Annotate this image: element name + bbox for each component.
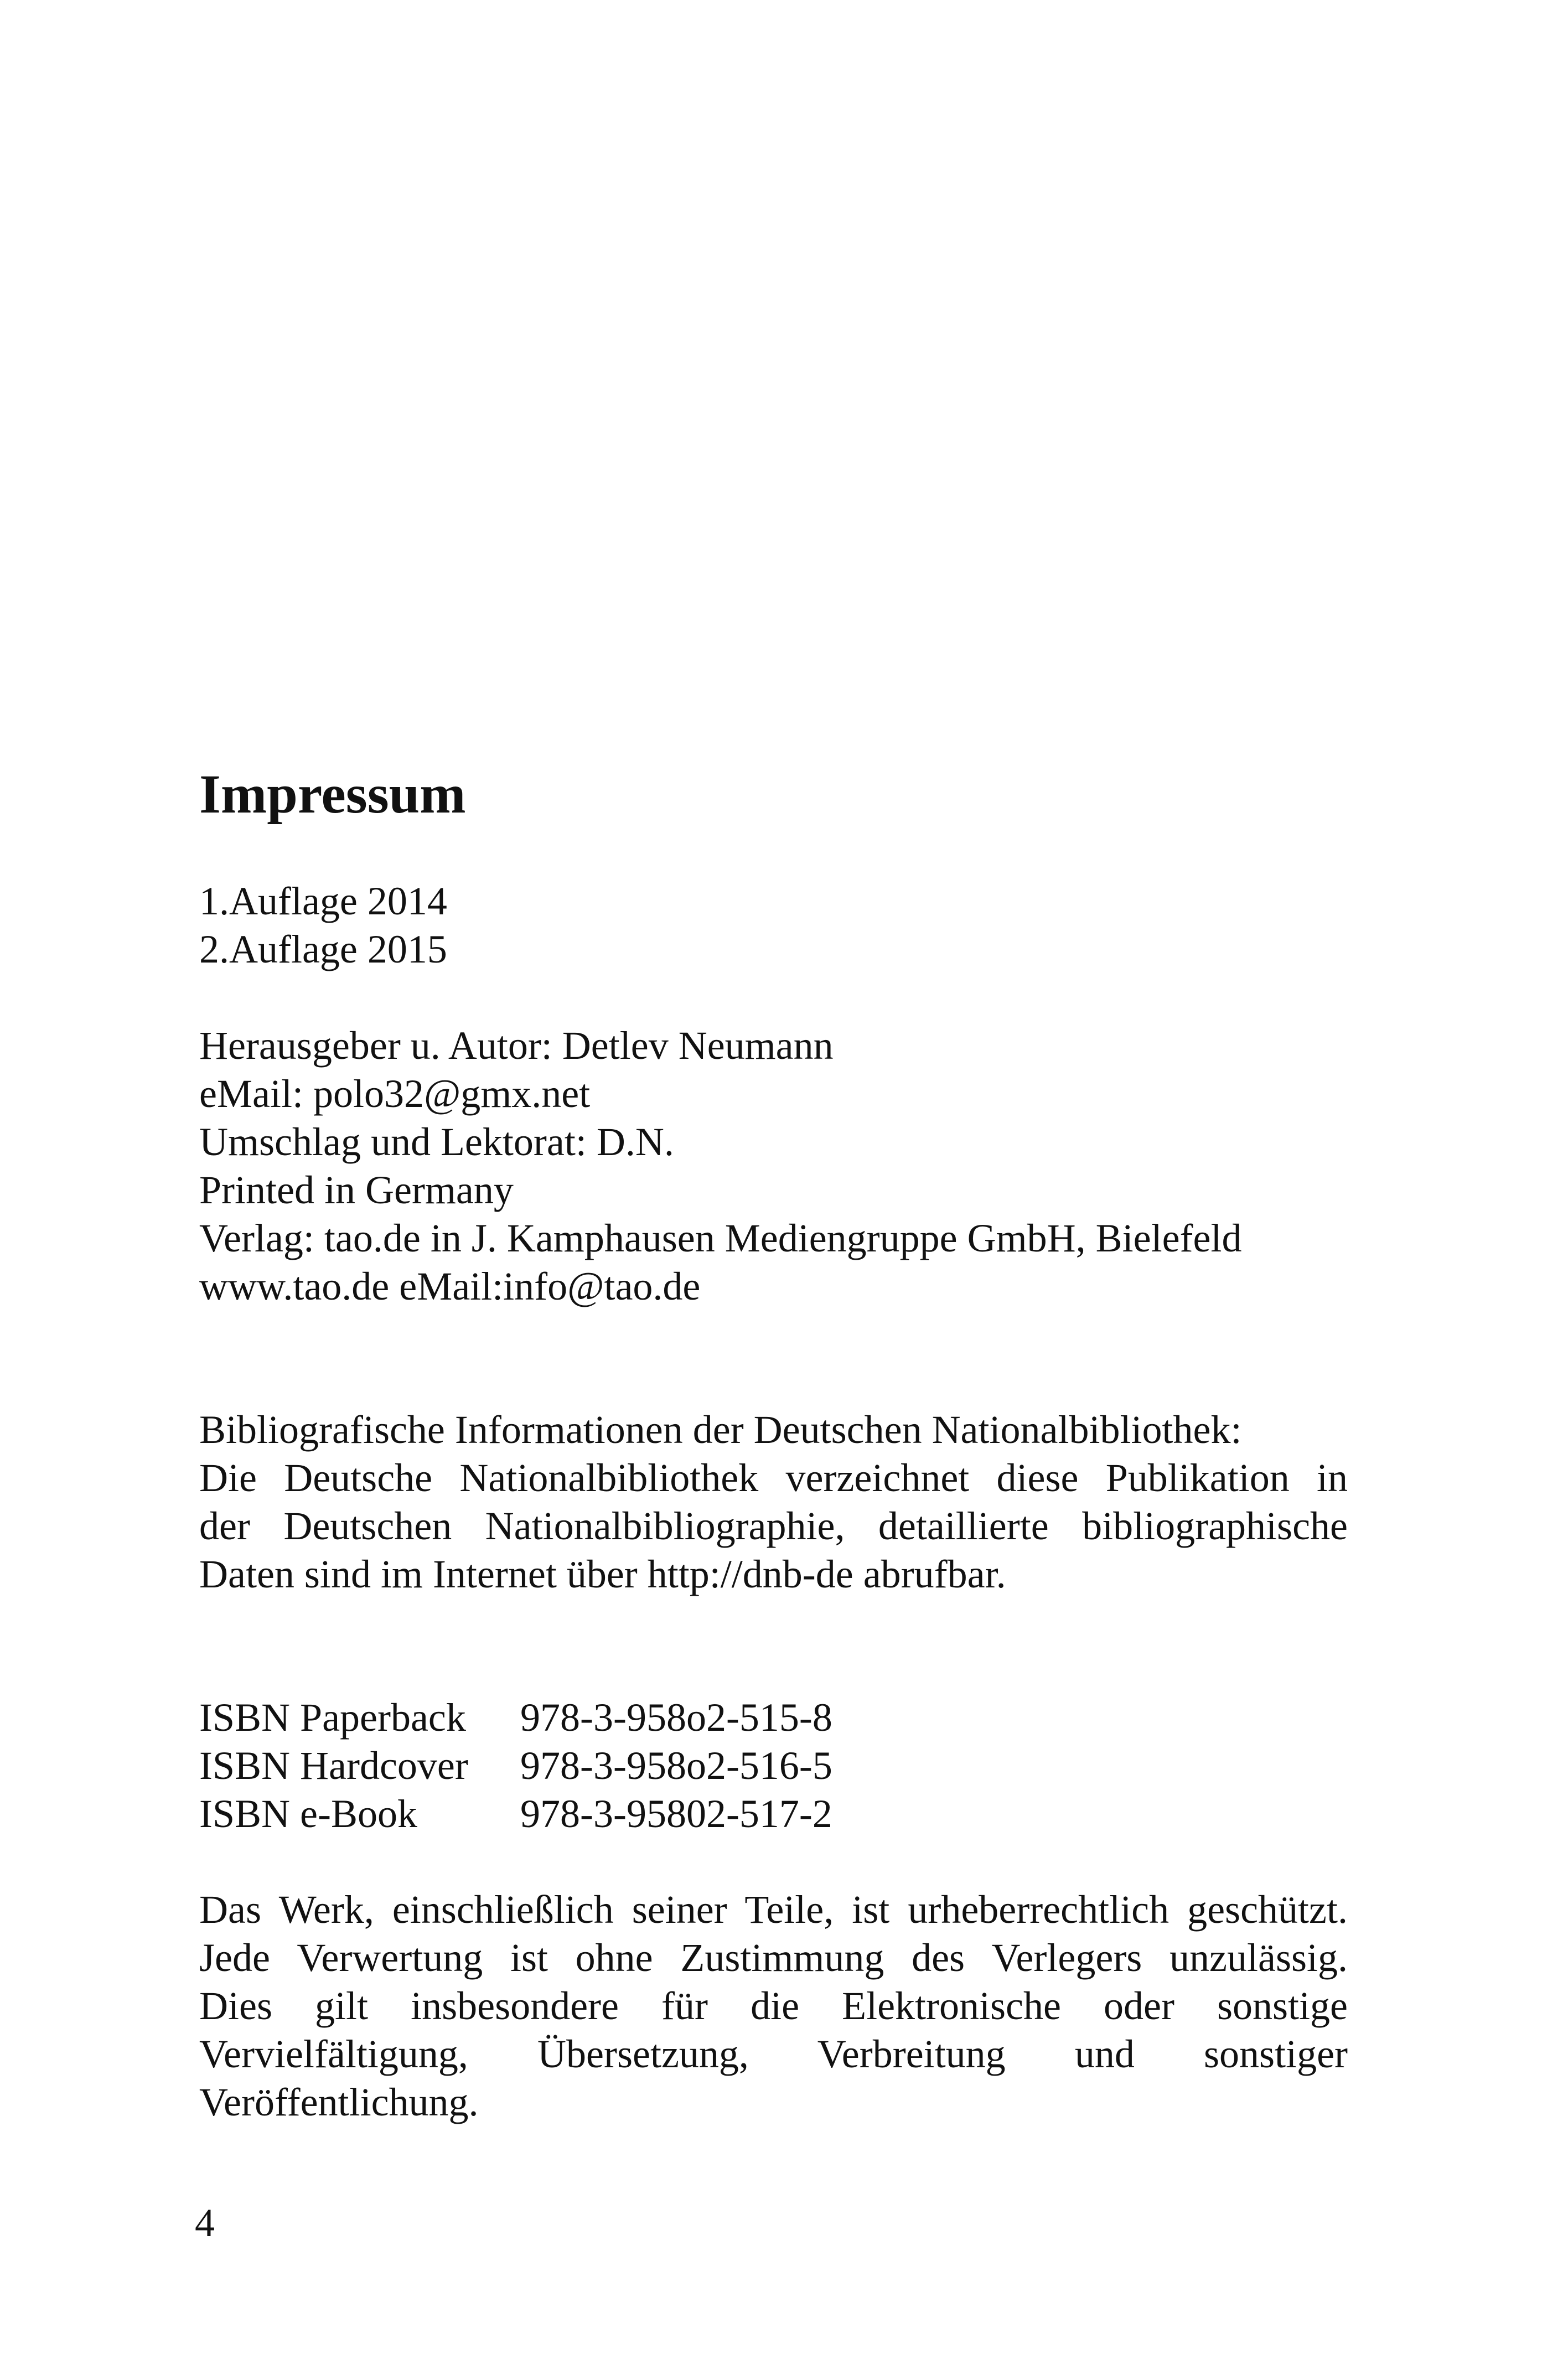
author-email-line: eMail: polo32@gmx.net [199, 1072, 591, 1116]
copyright-line: Das Werk, einschließlich seiner Teile, ist urheberrechtlich geschützt. [199, 1887, 1348, 1932]
edition-line: 2.Auflage 2015 [199, 927, 447, 971]
isbn-label: ISBN Paperback [199, 1695, 466, 1740]
copyright-line: Veröffentlichung. [199, 2080, 479, 2124]
isbn-row [199, 1694, 1348, 1742]
isbn-row [199, 1790, 1348, 1838]
impressum-section [199, 763, 1348, 2127]
biblio-text-line: Die Deutsche Nationalbibliothek verzeichnet diese Publikation in [199, 1456, 1348, 1500]
cover-editing-line: Umschlag und Lektorat: D.N. [199, 1120, 674, 1164]
isbn-row [199, 1742, 1348, 1790]
copyright-line: Vervielfältigung, Übersetzung, Verbreitung und sonstiger [199, 2032, 1348, 2076]
publisher-contact-line: www.tao.de eMail:info@tao.de [199, 1264, 701, 1308]
biblio-text-line: der Deutschen Nationalbibliographie, detaillierte bibliographische [199, 1504, 1348, 1548]
page-title: Impressum [199, 763, 466, 825]
isbn-list [199, 1694, 1348, 1838]
isbn-value: 978-3-95802-517-2 [520, 1792, 832, 1836]
isbn-value: 978-3-958o2-516-5 [520, 1743, 832, 1788]
biblio-heading-line: Bibliografische Informationen der Deutschen Nationalbibliothek: [199, 1408, 1242, 1452]
printed-in-line: Printed in Germany [199, 1168, 514, 1212]
publisher-line: Verlag: tao.de in J. Kamphausen Mediengruppe GmbH, Bielefeld [199, 1216, 1242, 1260]
edition-line: 1.Auflage 2014 [199, 879, 447, 923]
publisher-block [199, 1022, 1348, 1311]
publisher-author-line: Herausgeber u. Autor: Detlev Neumann [199, 1023, 834, 1068]
copyright-notice-block [199, 1886, 1348, 2127]
biblio-text-line: Daten sind im Internet über http://dnb-de abrufbar. [199, 1552, 1006, 1596]
isbn-value: 978-3-958o2-515-8 [520, 1695, 832, 1740]
editions-block [199, 877, 1348, 974]
copyright-line: Jede Verwertung ist ohne Zustimmung des Verlegers unzulässig. [199, 1936, 1348, 1980]
isbn-label: ISBN e-Book [199, 1792, 417, 1836]
copyright-line: Dies gilt insbesondere für die Elektronische oder sonstige [199, 1984, 1348, 2028]
isbn-label: ISBN Hardcover [199, 1743, 468, 1788]
page-number: 4 [195, 2201, 215, 2245]
bibliographic-info-block [199, 1406, 1348, 1598]
